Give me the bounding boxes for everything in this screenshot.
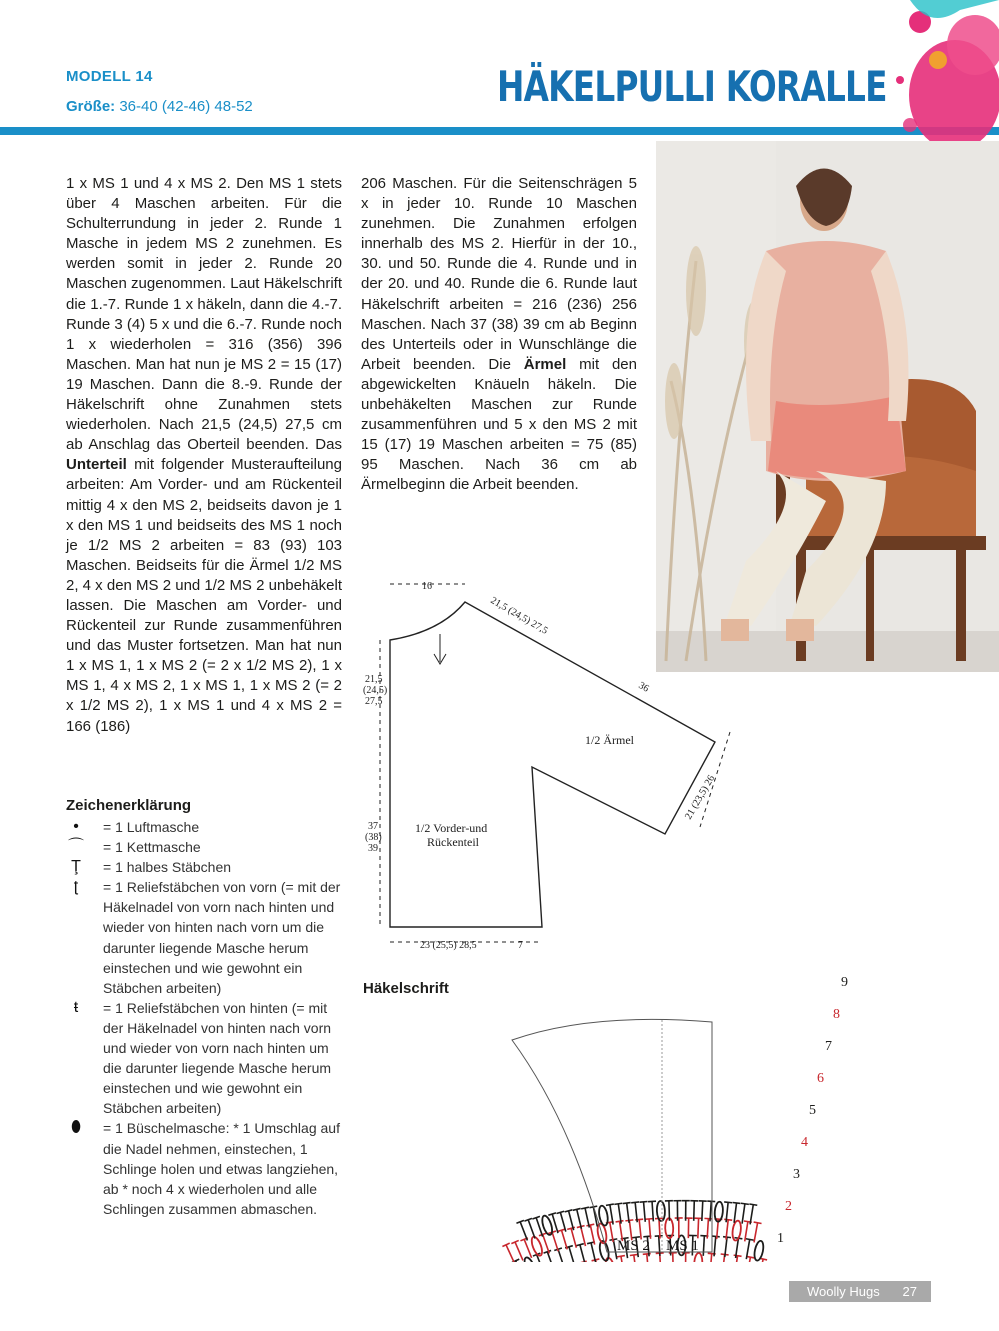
- legend-item: [66, 837, 346, 857]
- legend-item: [66, 857, 346, 877]
- dim-body-3: 39: [368, 843, 378, 854]
- chain-dot-icon: •: [73, 818, 79, 835]
- front-post-icon: ʈ: [73, 878, 79, 896]
- back-post-icon: ŧ: [73, 998, 79, 1016]
- legend-text: = 1 halbes Stäbchen: [103, 859, 232, 876]
- stitch-symbol: [540, 1215, 554, 1236]
- dim-yoke-1: 21,5: [365, 674, 383, 685]
- stitch-symbol: [544, 1250, 558, 1262]
- stitch-symbol: [694, 1253, 703, 1262]
- body-text: mit folgender Musteraufteilung arbeiten: Am Vorder- und am Rückenteil mittig 4 x den MS 2, beidseits davon je 1 x den MS 1 und beidseits des MS 1 noch je 1/2 MS 2 arbeiten = 83 (93) 103 Maschen. Beidseits für die Ärmel 1/2 MS 2, 4 x den MS 2 und 1/2 MS 2 unbehäkelt lassen. Die Maschen am Vorder- und Rückenteil zur Runde zusammenführen und das Muster fortsetzen. Man hat nun 1 x MS 1, 1 x MS 2 (= 2 x 1/2 MS 2), 1 x MS 1, 4 x MS 2, 1 x MS 1, 1 x MS 2 (= 2 x 1/2 MS 2), 1 x MS 1 und 4 x MS 2 = 166 (186): [66, 456, 343, 735]
- stitch-symbol: [592, 1259, 604, 1262]
- text-column-2: [361, 174, 637, 496]
- size-line: [66, 98, 253, 115]
- legend-text: = 1 Reliefstäbchen von hinten (= mit der Häkelnadel von hinten nach vorn und wieder von vorn nach hinten um die darunter liegende Masche herum einstechen und wie gewohnt ein Stäbchen arbeiten): [103, 999, 332, 1117]
- legend-list: [66, 817, 346, 1219]
- body-text: 206 Maschen. Für die Seitenschrägen 5 x in jeder 10. Runde 10 Maschen zunehmen. Die Zunahmen erfolgen innerhalb des MS 2. Hierfür in der 10., 30. und 50. Runde die 4. Runde und in der 20. und 40. Runde die 6. Runde laut Häkelschrift arbeiten = 216 (236) 256 Maschen. Nach 37 (38) 39 cm ab Beginn des Unterteils oder in Wunschlänge die Arbeit beenden. Die: [361, 175, 637, 373]
- header-rule: [0, 127, 999, 135]
- round-number: 5: [809, 1103, 816, 1118]
- page-title: HÄKELPULLI KORALLE: [497, 62, 887, 111]
- stitch-symbol: [743, 1256, 755, 1262]
- crochet-chart-title: Häkelschrift: [363, 980, 449, 997]
- label-sleeve: 1/2 Ärmel: [585, 733, 634, 747]
- round-number: 8: [833, 1007, 840, 1022]
- text-column-1: [66, 174, 342, 737]
- dim-sleeve-width: 21 (23,5) 26: [683, 773, 718, 822]
- dim-yoke-3: 27,5: [365, 696, 383, 707]
- legend-item: [66, 817, 346, 837]
- stitch-symbol: [533, 1253, 548, 1262]
- stitch-symbol: [522, 1256, 537, 1262]
- cluster-icon: ⬮: [70, 1119, 82, 1137]
- round-number: 2: [785, 1199, 792, 1214]
- round-number: 4: [801, 1135, 808, 1150]
- dim-top-width: 16: [422, 581, 432, 592]
- size-schematic: [360, 572, 750, 957]
- page-footer: [789, 1281, 931, 1302]
- dim-sleeve-length: 36: [636, 680, 651, 695]
- stitch-symbol: [554, 1248, 568, 1262]
- round-number: 6: [817, 1071, 824, 1086]
- dim-body-2: (38): [365, 832, 382, 843]
- slip-stitch-arc-icon: ⌒: [67, 838, 84, 856]
- legend-text: = 1 Büschelmasche: * 1 Umschlag auf die Nadel nehmen, einstechen, 1 Schlinge holen und etwas langziehen, ab * noch 4 x wiederholen und alle Schlingen zusammen abmaschen.: [103, 1120, 340, 1217]
- crochet-chart: [372, 952, 868, 1262]
- legend-item: [66, 1118, 346, 1218]
- dim-yoke-2: (24,5): [363, 685, 388, 696]
- legend-item: [66, 877, 346, 998]
- legend-item: [66, 998, 346, 1119]
- half-double-icon: Ţ: [71, 858, 81, 876]
- round-number: 7: [825, 1039, 832, 1054]
- stitch-symbol: [576, 1244, 589, 1262]
- stitch-symbol: [753, 1240, 765, 1261]
- stitch-symbol: [579, 1261, 592, 1262]
- bold-term: Ärmel: [523, 355, 567, 373]
- round-number: 3: [793, 1167, 800, 1182]
- page-number: 27: [902, 1284, 917, 1299]
- legend-text: = 1 Reliefstäbchen von vorn (= mit der Häkelnadel von vorn nach hinten und wieder von hinten nach vorn um die darunter liegende Masche herum einstechen und wie gewohnt ein Stäbchen arbeiten): [103, 879, 341, 996]
- legend-text: = 1 Kettmasche: [103, 839, 201, 856]
- magazine-name: Woolly Hugs: [807, 1284, 880, 1299]
- body-text: mit den abgewickelten Knäueln häkeln. Die unbehäkelten Maschen zur Runde zusammenführen und 5 x den MS 2 mit 15 (17) 19 Maschen arbeiten = 75 (85) 95 Maschen. Nach 36 cm ab Ärmelbeginn die Arbeit beenden.: [361, 355, 637, 494]
- stitch-symbol: [643, 1254, 653, 1262]
- round-number: 1: [777, 1231, 784, 1246]
- dim-bottom-extra: 7: [518, 940, 523, 951]
- legend-text: = 1 Luftmasche: [103, 819, 200, 835]
- dim-shoulder: 21,5 (24,5) 27,5: [488, 595, 550, 637]
- legend-title: Zeichenerklärung: [66, 797, 192, 814]
- round-number: 9: [841, 975, 848, 990]
- size-value: 36-40 (42-46) 48-52: [119, 98, 253, 115]
- stitch-symbol: [530, 1235, 545, 1257]
- stitch-symbol: [665, 1201, 674, 1221]
- label-body-1: 1/2 Vorder-und: [415, 821, 488, 835]
- bold-term: Unterteil: [66, 456, 127, 474]
- label-body-2: Rückenteil: [427, 835, 479, 849]
- body-text: 1 x MS 1 und 4 x MS 2. Den MS 1 stets über 4 Maschen arbeiten. Für die Schulterrundung in jeder 2. Runde 1 Masche in jedem MS 2 zunehmen. Es werden somit in jeder 2. Runde 20 Maschen zugenommen. Laut Häkelschrift die 1.-7. Runde 1 x häkeln, dann die 4.-7. Runde 3 (4) 5 x und die 6.-7. Runde noch 1 x wiederholen = 316 (356) 396 Maschen. Man hat nun je MS 2 = 15 (17) 19 Maschen. Dann die 8.-9. Runde der Häkelschrift ohne Zunahmen stets wiederholen. Nach 21,5 (24,5) 27,5 cm ab Anschlag das Oberteil beenden. Das: [66, 175, 343, 454]
- model-number: MODELL 14: [66, 68, 153, 85]
- dim-body-1: 37: [368, 821, 378, 832]
- size-label: Größe:: [66, 98, 116, 115]
- stitch-symbol: [718, 1254, 728, 1262]
- ms2-label: MS 2: [617, 1238, 650, 1254]
- ms1-label: MS 1: [666, 1238, 699, 1254]
- dim-bottom: 23 (25,5) 28,5: [420, 940, 477, 951]
- schematic-outline: [390, 602, 718, 927]
- stitch-symbol: [502, 1243, 518, 1262]
